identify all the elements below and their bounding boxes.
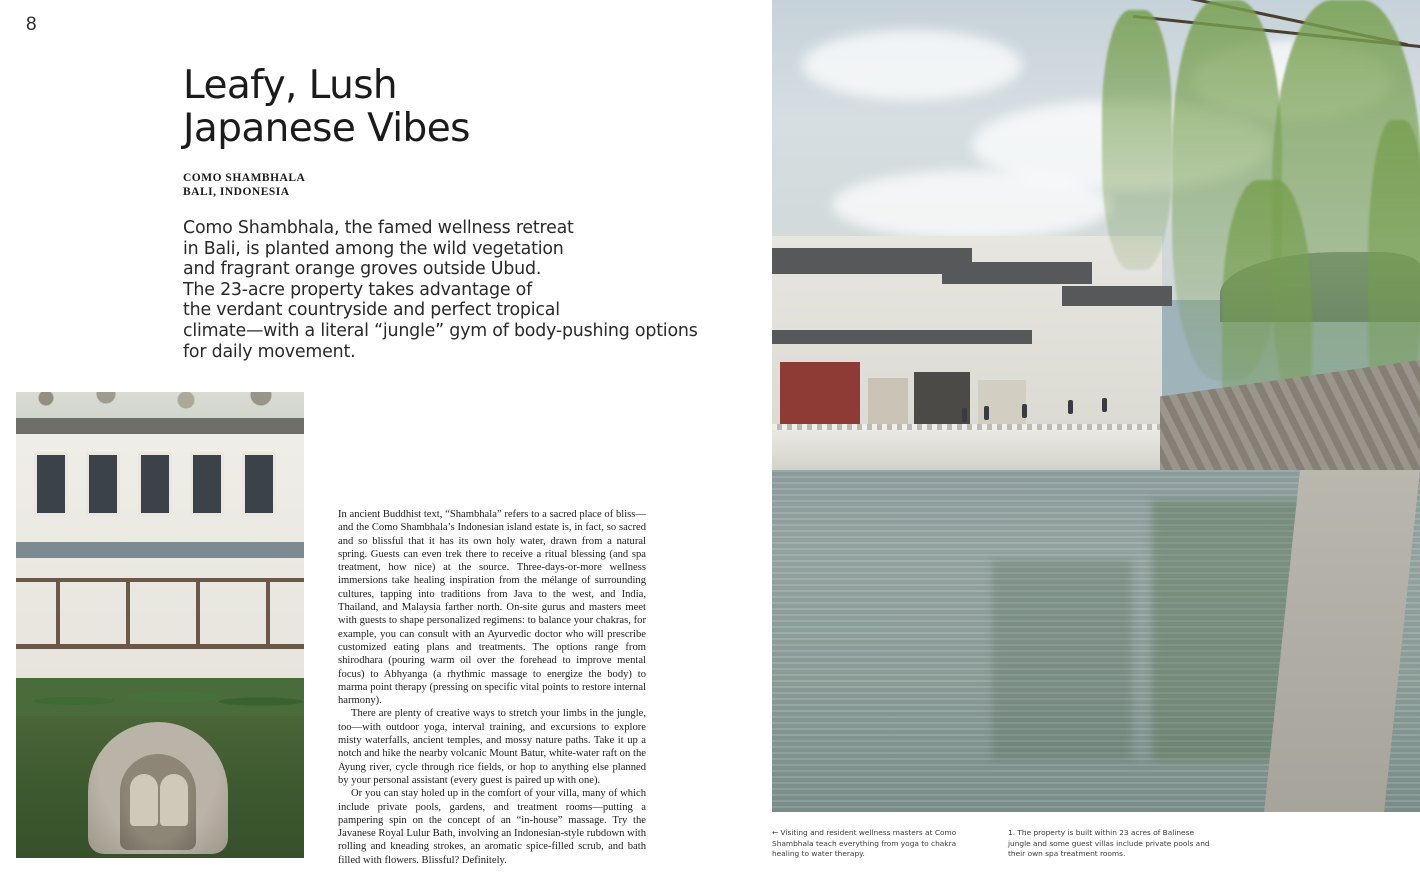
article-body — [338, 508, 646, 867]
photo-willow-foliage — [1102, 10, 1172, 270]
photo-pedestrian — [984, 406, 989, 420]
photo-pedestrian — [1022, 404, 1027, 418]
photo-japanese-building-with-jizo-statues — [16, 392, 304, 858]
standfirst-line: and fragrant orange groves outside Ubud. — [183, 259, 542, 280]
photo-jizo-statue — [130, 774, 158, 826]
standfirst-line: climate—with a literal “jungle” gym of body-pushing options — [183, 320, 698, 341]
photo-jizo-statue — [160, 774, 188, 826]
caption-row — [772, 828, 1420, 860]
kicker-line-1: COMO SHAMBHALA — [183, 172, 306, 184]
photo-beam — [16, 644, 304, 649]
photo-shopfront — [780, 362, 860, 426]
photo-pedestrian — [962, 408, 967, 422]
right-page — [772, 0, 1420, 888]
photo-shrubbery — [16, 678, 304, 716]
photo-riverside-town-with-willows — [772, 0, 1420, 812]
photo-beam — [126, 578, 130, 648]
body-paragraph: Or you can stay holed up in the comfort of your villa, many of which include private pools, gardens, and treatment rooms—putting a pampering spin on the concept of an “in-house” massage. Try the Javanese Royal Lulur Bath, involving an Indonesian-style rubdown with rolling and kneading strokes, an aromatic spice-filled scrub, and bath filled with flowers. Blissful? Definitely. — [338, 788, 646, 866]
caption-right: 1. The property is built within 23 acres of Balinese jungle and some guest villas include private pools and their own spa treatment rooms. — [1008, 828, 1210, 858]
standfirst-line: Como Shambhala, the famed wellness retreat — [183, 218, 574, 238]
photo-cloud — [802, 30, 1022, 100]
standfirst-line: the verdant countryside and perfect tropical — [183, 300, 560, 321]
standfirst-line: The 23-acre property takes advantage of — [183, 279, 533, 300]
photo-window — [34, 452, 68, 516]
photo-cloud — [832, 170, 1112, 240]
photo-lower-roof — [16, 542, 304, 558]
standfirst-line: for daily movement. — [183, 341, 356, 362]
photo-eave — [772, 330, 1032, 344]
page-title — [183, 64, 683, 150]
photo-pedestrian — [1068, 400, 1073, 414]
photo-window — [190, 452, 224, 516]
headline-line-1: Leafy, Lush — [183, 63, 398, 108]
photo-roof — [942, 262, 1092, 284]
photo-roof — [1062, 286, 1172, 306]
headline-line-2: Japanese Vibes — [183, 106, 470, 151]
photo-window — [138, 452, 172, 516]
standfirst-line: in Bali, is planted among the wild vegetation — [183, 238, 564, 259]
kicker-line-2: BALI, INDONESIA — [183, 185, 290, 198]
photo-window — [242, 452, 276, 516]
photo-upper-roof — [16, 418, 304, 434]
caption-left: ← Visiting and resident wellness masters at Como Shambhala teach everything from yoga to chakra healing to water therapy. — [772, 828, 957, 858]
photo-beam — [196, 578, 200, 648]
photo-pedestrian — [1102, 398, 1107, 412]
standfirst — [183, 218, 698, 362]
photo-window — [86, 452, 120, 516]
photo-water-reflection — [992, 560, 1132, 760]
photo-beam — [266, 578, 270, 648]
photo-shopfront — [868, 378, 908, 424]
page-number: 8 — [26, 14, 37, 35]
kicker — [183, 172, 483, 199]
body-paragraph: In ancient Buddhist text, “Shambhala” refers to a sacred place of bliss—and the Como Shambhala’s Indonesian island estate is, in fact, so sacred and so blissful that it has its own holy water, drawn from a natural spring. Guests can even trek there to receive a ritual blessing (and spa treatment, how nice) at the source. Three-days-or-more wellness immersions take healing inspiration from the mélange of surrounding cultures, tapping into traditions from Java to the west, and India, Thailand, and Malaysia farther north. On-site gurus and masters meet with guests to shape personalized regimens: to balance your chakras, for example, you can consult with an Ayurvedic doctor who will prescribe customized eating plans and treatments. The options range from shirodhara (pouring warm oil over the forehead to improve mental focus) to Abhyanga (a rhythmic massage to energize the body) to marma point therapy (pressing on specific vital points to restore internal harmony). — [338, 509, 646, 707]
body-paragraph: There are plenty of creative ways to stretch your limbs in the jungle, too—with outdoor yoga, interval training, and excursions to explore misty waterfalls, ancient temples, and mossy nature paths. Take it up a notch and hike the nearby volcanic Mount Batur, white-water raft on the Ayung river, cycle through rice fields, or hop to anything else planned by your personal assistant (every guest is paired up with one). — [338, 708, 646, 786]
photo-beam — [56, 578, 60, 648]
